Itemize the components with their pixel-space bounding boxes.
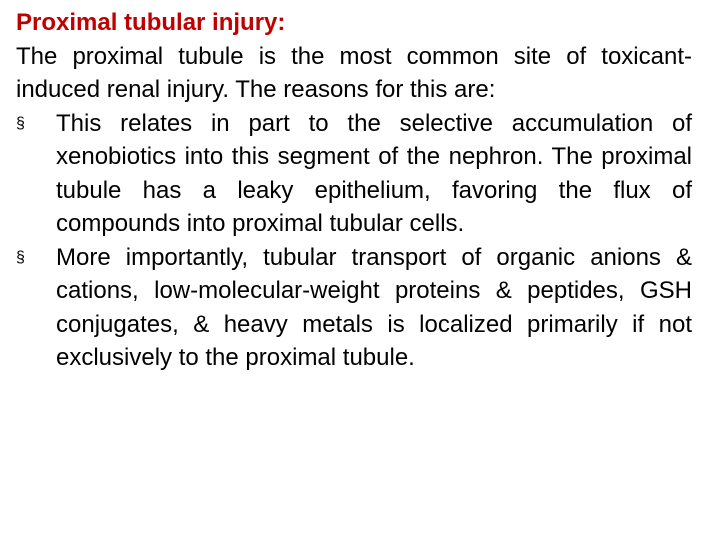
bullet-list	[16, 107, 692, 375]
bullet-marker-icon: §	[16, 248, 25, 266]
slide-heading: Proximal tubular injury:	[16, 9, 286, 36]
bullet-text: More importantly, tubular transport of organic anions & cations, low-molecular-weight proteins & peptides, GSH conjugates, & heavy metals is localized primarily if not exclusively to the proximal tubule.	[56, 243, 692, 371]
bullet-marker-icon: §	[16, 114, 25, 132]
bullet-item-tubular-transport	[16, 241, 692, 375]
bullet-item-selective-accumulation	[16, 107, 692, 241]
slide-content	[16, 6, 692, 375]
intro-paragraph: The proximal tubule is the most common site of toxicant-induced renal injury. The reasons for this are:	[16, 42, 692, 103]
bullet-text: This relates in part to the selective accumulation of xenobiotics into this segment of the nephron. The proximal tubule has a leaky epithelium, favoring the flux of compounds into proximal tubular cells.	[56, 109, 692, 237]
